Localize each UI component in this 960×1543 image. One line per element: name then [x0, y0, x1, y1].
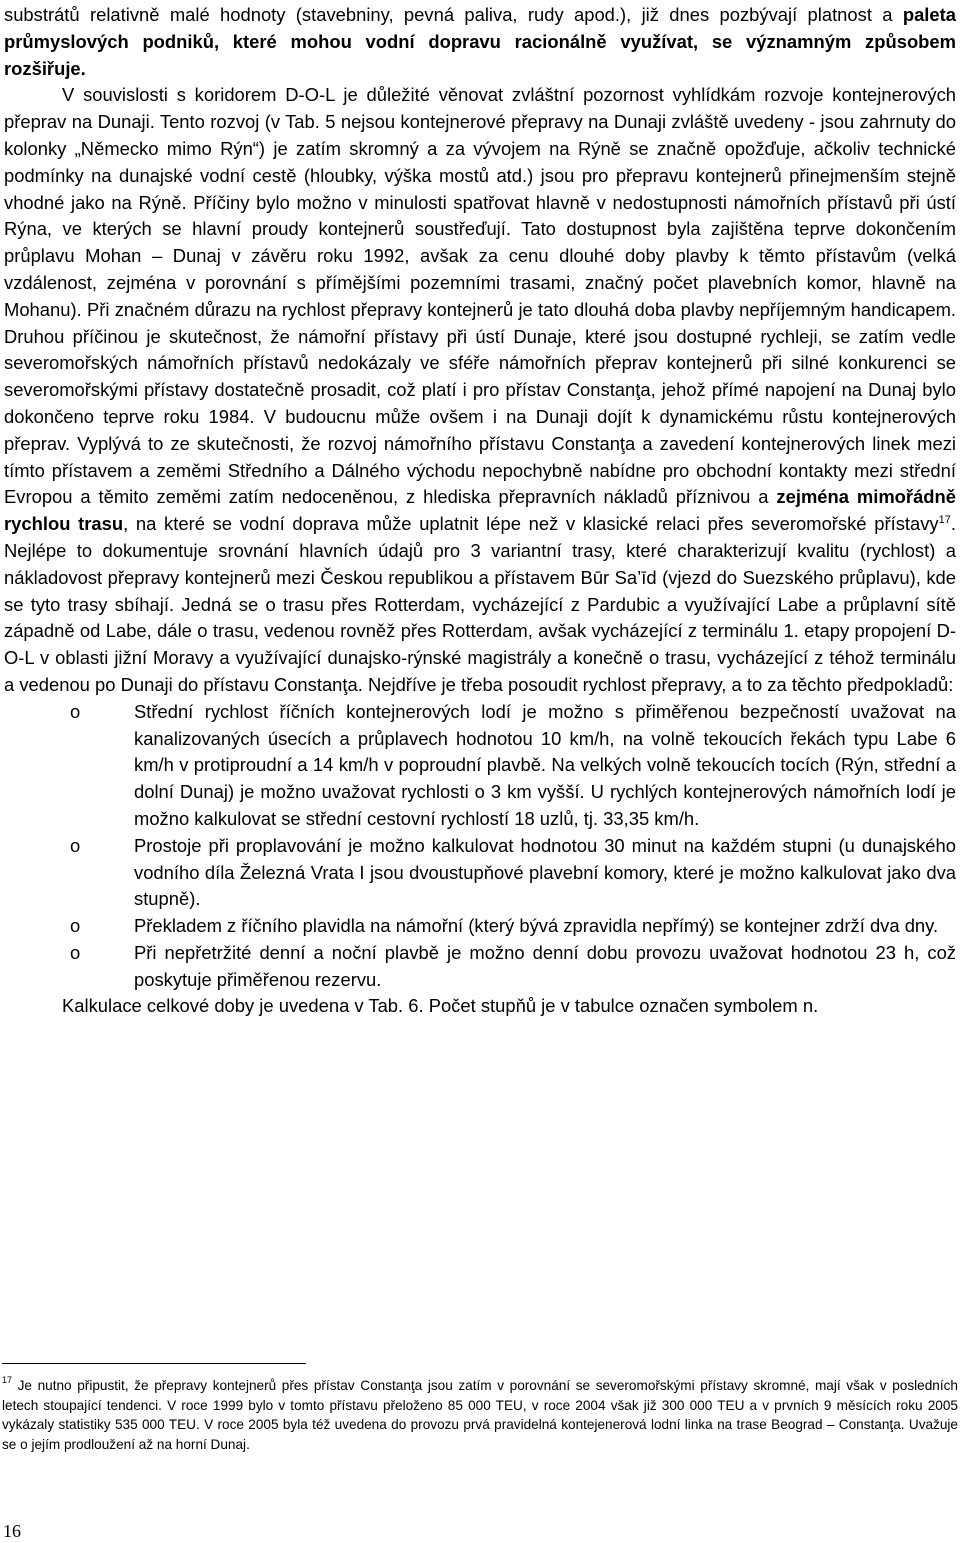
bullet-marker: o: [70, 941, 81, 963]
footnote: [2, 1376, 958, 1454]
list-item: [4, 940, 956, 994]
bullet-marker: o: [70, 700, 81, 722]
list-item: [4, 833, 956, 913]
footnote-paragraph: [2, 1376, 958, 1454]
footnote-marker: 17: [2, 1375, 13, 1385]
closing-paragraph: Kalkulace celkové doby je uvedena v Tab. 6. Počet stupňů je v tabulce označen symbolem n.: [62, 995, 819, 1017]
p2-bold-text: zejména mimořádně rychlou trasu: [4, 486, 956, 535]
document-body: [4, 2, 956, 1020]
paragraph-2: [4, 82, 956, 698]
paragraph-1: [4, 2, 956, 82]
list-item: [4, 699, 956, 833]
list-item-text: Při nepřetržité denní a noční plavbě je možno denní dobu provozu uvažovat hodnotou 23 h, což poskytuje přiměřenou rezervu.: [134, 941, 956, 990]
p2-text-a: V souvislosti s koridorem D-O-L je důležité věnovat zvláštní pozornost vyhlídkám rozvoje kontejnerových přeprav na Dunaji. Tento rozvoj (v Tab. 5 nejsou kontejnerové přepravy na Dunaji zvláště uvedeny - jsou zahrnuty do kolonky „Německo mimo Rýn“) je zatím skromný a za vývojem na Rýně se značně opožďuje, ačkoliv technické podmínky na dunajské vodní cestě (hloubky, výška mostů atd.) jsou pro přepravu kontejnerů přinejmenším stejně vhodné jako na Rýně. Příčiny bylo možno v minulosti spatřovat hlavně v nedostupnosti námořních přístavů při ústí Rýna, ve kterých se hlavní proudy kontejnerů soustřeďují. Tato dostupnost byla zajištěna teprve dokončením průplavu Mohan – Dunaj v závěru roku 1992, avšak za cenu dlouhé doby plavby k těmto přístavům (velká vzdálenost, zejména v porovnání s přímějšími pozemními trasami, značný počet plavebních komor, hlavně na Mohanu). Při značném důrazu na rychlost přepravy kontejnerů je tato dlouhá doba plavby nepříjemným handicapem. Druhou příčinou je skutečnost, že námořní přístavy při ústí Dunaje, které jsou dostupné rychleji, se zatím vedle severomořských námořních přístavů nedokázaly ve sféře námořních přeprav kontejnerů při silné konkurenci se severomořskými přístavy dostatečně prosadit, což platí i pro přístav Constanţa, jehož přímé napojení na Dunaj bylo dokončeno teprve roku 1984. V budoucnu může ovšem i na Dunaji dojít k dynamickému růstu kontejnerových přeprav. Vyplývá to ze skutečnosti, že rozvoj námořního přístavu Constanţa a zavedení kontejnerových linek mezi tímto přístavem a zeměmi Středního a Dálného východu nepochybně nabídne pro obchodní kontakty mezi střední Evropou a těmito zeměmi zatím nedoceněnou, z hlediska přepravních nákladů příznivou a: [4, 84, 956, 508]
footnote-text: Je nutno připustit, že přepravy kontejnerů přes přístav Constanţa jsou zatím v porovnání se severomořskými přístavy skromné, mají však v posledních letech stoupající tendenci. V roce 1999 bylo v tomto přístavu přeloženo 85 000 TEU, v roce 2004 však již 300 000 TEU a v prvních 9 měsících roku 2005 vykázaly statistiky 535 000 TEU. V roce 2005 byla též uvedena do provozu prvá pravidelná kontejenerová lodní linka na trase Beograd – Constanţa. Uvažuje se o jejím prodloužení až na horní Dunaj.: [2, 1378, 958, 1452]
list-item-text: Překladem z říčního plavidla na námořní (který bývá zpravidla nepřímý) se kontejner zdrží dva dny.: [134, 915, 939, 937]
p2-text-b: , na které se vodní doprava může uplatnit lépe než v klasické relaci přes severomořské přístavy: [123, 513, 939, 535]
p1-text: substrátů relativně malé hodnoty (stavebniny, pevná paliva, rudy apod.), již dnes pozbývají platnost a: [4, 4, 903, 25]
page-number: 16: [3, 1521, 21, 1541]
p1-bold-text: paleta průmyslových podniků, které mohou vodní dopravu racionálně využívat, se významným způsobem rozšiřuje.: [4, 4, 956, 79]
list-item-text: Střední rychlost říčních kontejnerových lodí je možno s přiměřenou bezpečností uvažovat na kanalizovaných úsecích a průplavech hodnotou 10 km/h, na volně tekoucích řekách typu Labe 6 km/h v protiproudní a 14 km/h v poproudní plavbě. Na velkých volně tekoucích tocích (Rýn, střední a dolní Dunaj) je možno uvažovat rychlosti o 3 km vyšší. U rychlých kontejnerových námořních lodí je možno kalkulovat se střední cestovní rychlostí 18 uzlů, tj. 33,35 km/h.: [134, 700, 956, 829]
p2-text-c: . Nejlépe to dokumentuje srovnání hlavních údajů pro 3 variantní trasy, které charakterizují kvalitu (rychlost) a nákladovost přepravy kontejnerů mezi Českou republikou a přístavem Būr Sa’īd (vjezd do Suezského průplavu), kde se tyto trasy sbíhají. Jedná se o trasu přes Rotterdam, vycházející z Pardubic a využívající Labe a průplavní sítě západně od Labe, dále o trasu, vedenou rovněž přes Rotterdam, avšak vycházející z terminálu 1. etapy propojení D-O-L v oblasti jižní Moravy a využívající dunajsko-rýnské magistrály a konečně o trasu, vycházející z téhož terminálu a vedenou po Dunaji do přístavu Constanţa. Nejdříve je třeba posoudit rychlost přepravy, a to za těchto předpokladů:: [4, 513, 956, 695]
bullet-marker: o: [70, 834, 81, 856]
footnote-separator: [2, 1363, 306, 1364]
assumption-list: [4, 699, 956, 994]
list-item-text: Prostoje při proplavování je možno kalkulovat hodnotou 30 minut na každém stupni (u dunajského vodního díla Železná Vrata I jsou dvoustupňové plavební komory, které je možno kalkulovat jako dva stupně).: [134, 834, 956, 910]
footnote-reference[interactable]: 17: [938, 514, 951, 527]
list-item: [4, 913, 956, 940]
bullet-marker: o: [70, 915, 81, 937]
